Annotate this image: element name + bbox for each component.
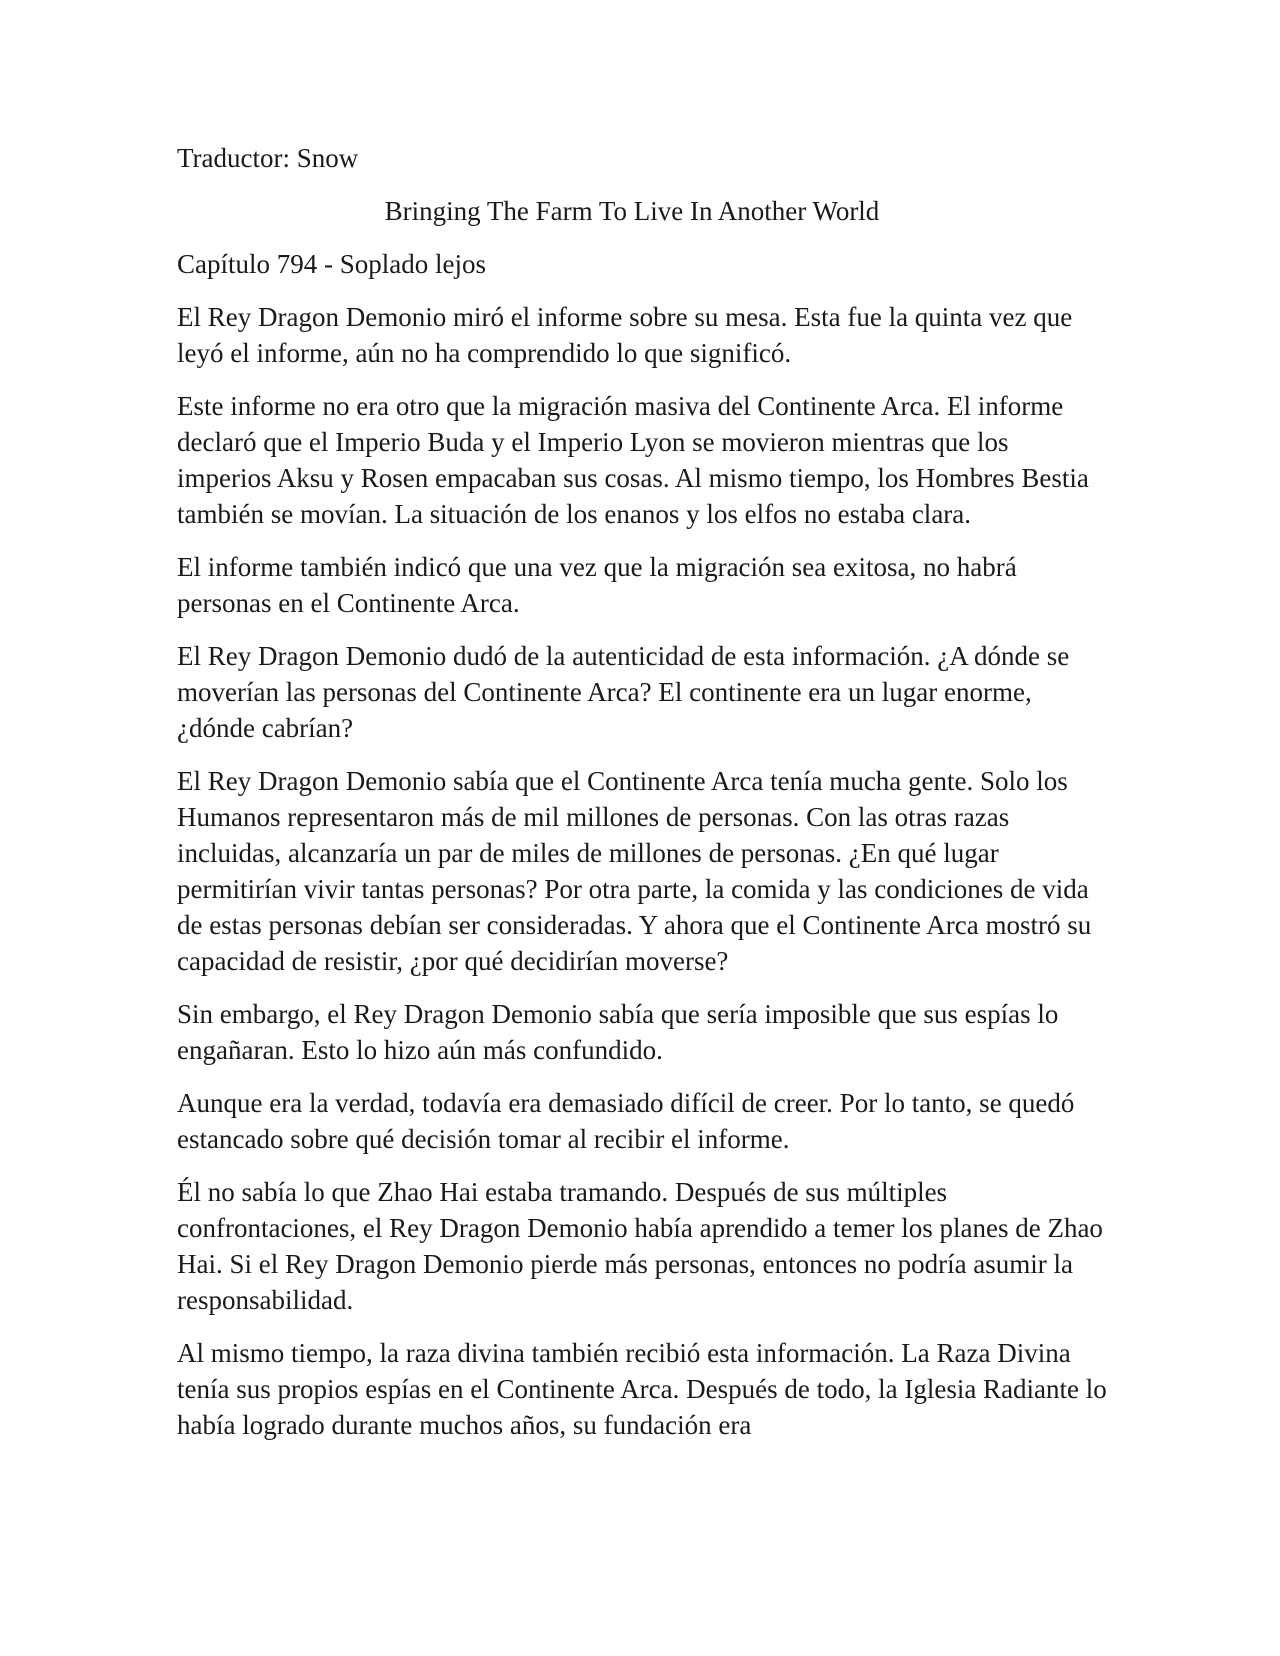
paragraph: Al mismo tiempo, la raza divina también recibió esta información. La Raza Divina tenía sus propios espías en el Continente Arca. Después de todo, la Iglesia Radiante lo había logrado durante muchos años, su fundación era [177, 1338, 1107, 1440]
document-page [177, 140, 1107, 1460]
paragraph: El informe también indicó que una vez que la migración sea exitosa, no habrá personas en el Continente Arca. [177, 552, 1017, 618]
translator-credit: Traductor: Snow [177, 143, 359, 173]
paragraph: Sin embargo, el Rey Dragon Demonio sabía que sería imposible que sus espías lo engañaran. Esto lo hizo aún más confundido. [177, 999, 1059, 1065]
paragraph: El Rey Dragon Demonio miró el informe sobre su mesa. Esta fue la quinta vez que leyó el informe, aún no ha comprendido lo que significó. [177, 302, 1073, 368]
paragraph: Este informe no era otro que la migración masiva del Continente Arca. El informe declaró que el Imperio Buda y el Imperio Lyon se movieron mientras que los imperios Aksu y Rosen empacaban sus cosas. Al mismo tiempo, los Hombres Bestia también se movían. La situación de los enanos y los elfos no estaba clara. [177, 391, 1089, 529]
paragraph: Él no sabía lo que Zhao Hai estaba tramando. Después de sus múltiples confrontaciones, el Rey Dragon Demonio había aprendido a temer los planes de Zhao Hai. Si el Rey Dragon Demonio pierde más personas, entonces no podría asumir la responsabilidad. [177, 1177, 1103, 1315]
paragraph: El Rey Dragon Demonio sabía que el Continente Arca tenía mucha gente. Solo los Humanos representaron más de mil millones de personas. Con las otras razas incluidas, alcanzaría un par de miles de millones de personas. ¿En qué lugar permitirían vivir tantas personas? Por otra parte, la comida y las condiciones de vida de estas personas debían ser consideradas. Y ahora que el Continente Arca mostró su capacidad de resistir, ¿por qué decidirían moverse? [177, 766, 1092, 976]
book-title: Bringing The Farm To Live In Another World [384, 196, 880, 226]
paragraph: El Rey Dragon Demonio dudó de la autenticidad de esta información. ¿A dónde se moverían las personas del Continente Arca? El continente era un lugar enorme, ¿dónde cabrían? [177, 641, 1070, 743]
paragraph: Aunque era la verdad, todavía era demasiado difícil de creer. Por lo tanto, se quedó estancado sobre qué decisión tomar al recibir el informe. [177, 1088, 1075, 1154]
chapter-heading: Capítulo 794 - Soplado lejos [177, 249, 486, 279]
